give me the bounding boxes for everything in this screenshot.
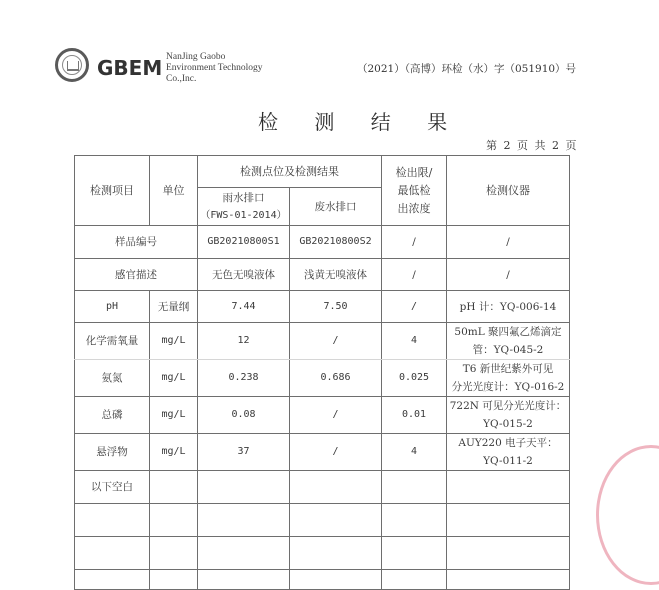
header-item: 检测项目 — [75, 156, 150, 226]
table-row — [75, 360, 570, 397]
empty-cell — [382, 504, 447, 537]
row-item: 化学需氧量 — [75, 323, 150, 360]
row-p1: 7.44 — [198, 291, 290, 323]
table-row — [75, 397, 570, 434]
table-row — [75, 323, 570, 360]
empty-cell — [382, 570, 447, 590]
row-limit: 0.01 — [382, 397, 447, 434]
empty-cell — [447, 504, 570, 537]
empty-cell — [382, 471, 447, 504]
row-instrument-line-1: 722N 可见分光光度计： — [449, 400, 567, 412]
sample-id-label: 样品编号 — [75, 226, 198, 259]
empty-cell — [150, 471, 198, 504]
red-seal-stamp-icon — [596, 445, 659, 585]
empty-cell — [198, 537, 290, 570]
row-item: pH — [75, 291, 150, 323]
row-instrument-line-2: 管：YQ-045-2 — [472, 344, 544, 356]
empty-cell — [198, 471, 290, 504]
empty-cell — [290, 570, 382, 590]
empty-cell — [290, 471, 382, 504]
header-limit — [382, 156, 447, 226]
row-p2: / — [290, 323, 382, 360]
row-limit: 0.025 — [382, 360, 447, 397]
table-row-blank-note — [75, 471, 570, 504]
logo-text: GBEM — [97, 56, 163, 80]
row-unit: mg/L — [150, 323, 198, 360]
empty-cell — [150, 570, 198, 590]
row-p1: 37 — [198, 434, 290, 471]
results-table — [74, 155, 570, 590]
empty-cell — [198, 504, 290, 537]
row-instrument-line-2: YQ-011-2 — [483, 455, 533, 467]
row-instrument-line-1: T6 新世纪紫外可见 — [462, 363, 554, 375]
row-unit: mg/L — [150, 360, 198, 397]
row-instrument-line-2: YQ-015-2 — [483, 418, 533, 430]
header-unit: 单位 — [150, 156, 198, 226]
empty-cell — [75, 537, 150, 570]
row-unit: mg/L — [150, 434, 198, 471]
row-p2: 7.50 — [290, 291, 382, 323]
row-item: 悬浮物 — [75, 434, 150, 471]
company-line-3: Co.,Inc. — [166, 74, 197, 84]
empty-cell — [75, 504, 150, 537]
row-instrument-line-1: 50mL 聚四氟乙烯滴定 — [454, 326, 562, 338]
sense-instrument: / — [447, 259, 570, 291]
header-point-1 — [198, 188, 290, 226]
header-point-1-name: 雨水排口 — [222, 191, 265, 204]
row-instrument-line-1: AUY220 电子天平： — [458, 437, 558, 449]
empty-cell — [198, 570, 290, 590]
row-instrument — [447, 397, 570, 434]
table-row-empty — [75, 537, 570, 570]
row-unit: mg/L — [150, 397, 198, 434]
sample-id-p1: GB20210800S1 — [198, 226, 290, 259]
header-point-1-code: （FWS-01-2014） — [200, 209, 287, 221]
row-instrument: pH 计：YQ-006-14 — [447, 291, 570, 323]
sense-p1: 无色无嗅液体 — [198, 259, 290, 291]
table-row — [75, 434, 570, 471]
row-p1: 0.08 — [198, 397, 290, 434]
header-limit-line-2: 最低检 — [397, 183, 431, 197]
empty-cell — [290, 537, 382, 570]
empty-cell — [447, 537, 570, 570]
row-p2: / — [290, 397, 382, 434]
sample-id-instrument: / — [447, 226, 570, 259]
row-p2: 0.686 — [290, 360, 382, 397]
sense-label: 感官描述 — [75, 259, 198, 291]
empty-cell — [447, 471, 570, 504]
header-instrument: 检测仪器 — [447, 156, 570, 226]
page-info: 第 2 页 共 2 页 — [486, 139, 577, 152]
table-row — [75, 291, 570, 323]
empty-cell — [75, 570, 150, 590]
table-row-empty — [75, 570, 570, 590]
sense-p2: 浅黄无嗅液体 — [290, 259, 382, 291]
row-item: 总磷 — [75, 397, 150, 434]
row-limit: 4 — [382, 434, 447, 471]
header-limit-line-1: 检出限/ — [395, 165, 433, 179]
table-row-empty — [75, 504, 570, 537]
row-unit: 无量纲 — [150, 291, 198, 323]
sample-id-limit: / — [382, 226, 447, 259]
table-row-sense — [75, 259, 570, 291]
blank-note: 以下空白 — [75, 471, 150, 504]
sample-id-p2: GB20210800S2 — [290, 226, 382, 259]
empty-cell — [447, 570, 570, 590]
company-line-1: NanJing Gaobo — [166, 52, 226, 62]
row-limit: 4 — [382, 323, 447, 360]
empty-cell — [290, 504, 382, 537]
company-name — [166, 52, 263, 85]
empty-cell — [382, 537, 447, 570]
row-instrument — [447, 360, 570, 397]
header-group: 检测点位及检测结果 — [198, 156, 382, 188]
sense-limit: / — [382, 259, 447, 291]
row-p1: 12 — [198, 323, 290, 360]
table-row-sample-id — [75, 226, 570, 259]
row-instrument — [447, 323, 570, 360]
header-limit-line-3: 出浓度 — [397, 201, 431, 215]
empty-cell — [150, 537, 198, 570]
page-title: 检 测 结 果 — [258, 110, 463, 134]
document-number: （2021）（高博）环检（水）字（051910）号 — [357, 63, 577, 75]
header-point-2: 废水排口 — [290, 188, 382, 226]
row-limit: / — [382, 291, 447, 323]
row-instrument-line-2: 分光光度计：YQ-016-2 — [451, 381, 565, 393]
row-instrument — [447, 434, 570, 471]
company-seal-logo-icon — [55, 48, 89, 82]
row-p1: 0.238 — [198, 360, 290, 397]
empty-cell — [150, 504, 198, 537]
company-line-2: Environment Technology — [166, 63, 263, 73]
row-p2: / — [290, 434, 382, 471]
row-item: 氨氮 — [75, 360, 150, 397]
